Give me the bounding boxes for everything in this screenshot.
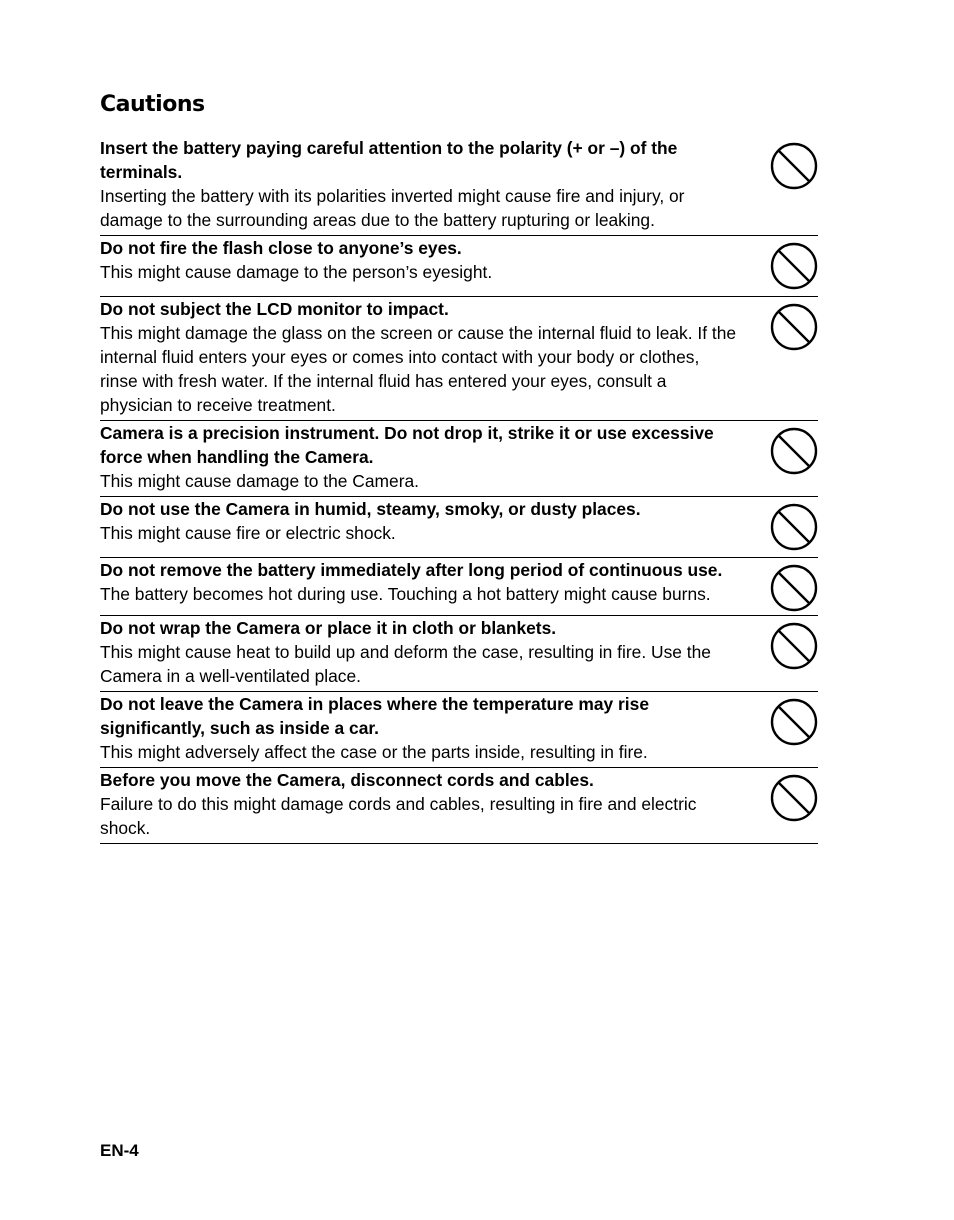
prohibition-icon — [770, 503, 818, 551]
caution-item — [100, 136, 818, 236]
caution-body: Inserting the battery with its polarities inverted might cause fire and injury, or damage to the surrounding areas due to the battery rupturing or leaking. — [100, 186, 685, 230]
caution-text — [100, 558, 740, 612]
caution-item — [100, 692, 818, 768]
caution-item — [100, 421, 818, 497]
caution-heading: Do not fire the flash close to anyone’s eyes. — [100, 238, 462, 258]
caution-item — [100, 558, 818, 616]
caution-icon-wrap — [740, 692, 818, 764]
caution-body: This might adversely affect the case or the parts inside, resulting in fire. — [100, 742, 648, 762]
caution-icon-wrap — [740, 768, 818, 840]
caution-body: This might cause fire or electric shock. — [100, 523, 396, 543]
prohibition-icon — [770, 427, 818, 475]
page-number: EN-4 — [100, 1141, 139, 1160]
caution-item — [100, 236, 818, 297]
caution-heading: Do not wrap the Camera or place it in cloth or blankets. — [100, 618, 557, 638]
caution-heading: Do not subject the LCD monitor to impact. — [100, 299, 449, 319]
prohibition-icon — [770, 774, 818, 822]
caution-text — [100, 136, 740, 232]
caution-heading: Do not use the Camera in humid, steamy, smoky, or dusty places. — [100, 499, 641, 519]
prohibition-icon — [770, 564, 818, 612]
caution-item — [100, 297, 818, 421]
caution-icon-wrap — [740, 558, 818, 612]
caution-body: Failure to do this might damage cords and cables, resulting in fire and electric shock. — [100, 794, 697, 838]
caution-text — [100, 692, 740, 764]
caution-body: This might cause damage to the person’s eyesight. — [100, 262, 493, 282]
caution-heading: Do not leave the Camera in places where the temperature may rise significantly, such as inside a car. — [100, 694, 649, 738]
cautions-list — [100, 136, 818, 844]
caution-text — [100, 616, 740, 688]
caution-item — [100, 768, 818, 844]
caution-icon-wrap — [740, 236, 818, 293]
caution-text — [100, 421, 740, 493]
caution-body: This might cause damage to the Camera. — [100, 471, 419, 491]
caution-body: This might damage the glass on the screen or cause the internal fluid to leak. If the internal fluid enters your eyes or comes into contact with your body or clothes, rinse with fresh water. If the internal fluid has entered your eyes, consult a physician to receive treatment. — [100, 323, 737, 415]
caution-icon-wrap — [740, 421, 818, 493]
caution-text — [100, 768, 740, 840]
page-title: Cautions — [100, 92, 205, 117]
caution-text — [100, 297, 740, 417]
caution-icon-wrap — [740, 616, 818, 688]
prohibition-icon — [770, 242, 818, 290]
caution-heading: Camera is a precision instrument. Do not drop it, strike it or use excessive force when handling the Camera. — [100, 423, 714, 467]
caution-heading: Do not remove the battery immediately after long period of continuous use. — [100, 560, 723, 580]
caution-heading: Before you move the Camera, disconnect cords and cables. — [100, 770, 594, 790]
caution-icon-wrap — [740, 297, 818, 417]
caution-icon-wrap — [740, 136, 818, 232]
prohibition-icon — [770, 698, 818, 746]
caution-body: This might cause heat to build up and deform the case, resulting in fire. Use the Camera in a well-ventilated place. — [100, 642, 711, 686]
caution-heading: Insert the battery paying careful attention to the polarity (+ or –) of the terminals. — [100, 138, 678, 182]
prohibition-icon — [770, 622, 818, 670]
caution-body: The battery becomes hot during use. Touching a hot battery might cause burns. — [100, 584, 711, 604]
caution-text — [100, 497, 740, 554]
caution-text — [100, 236, 740, 293]
caution-item — [100, 497, 818, 558]
caution-icon-wrap — [740, 497, 818, 554]
prohibition-icon — [770, 303, 818, 351]
prohibition-icon — [770, 142, 818, 190]
caution-item — [100, 616, 818, 692]
